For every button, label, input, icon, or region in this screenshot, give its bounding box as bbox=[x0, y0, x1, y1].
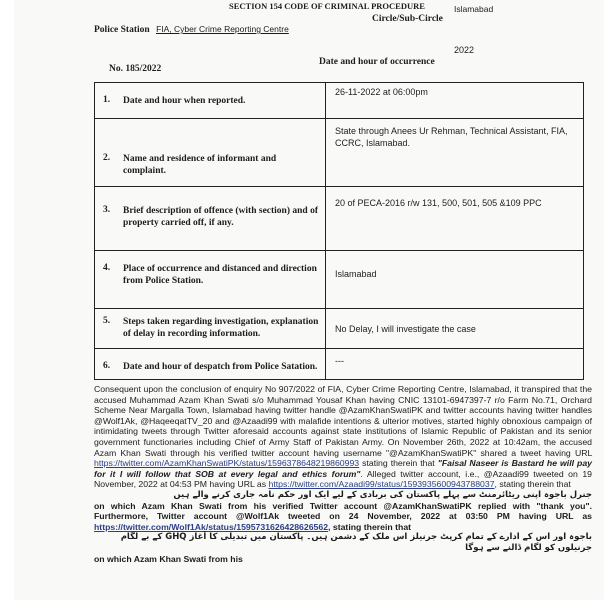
row-label: Date and hour when reported. bbox=[123, 96, 246, 106]
body-paragraph: on which Azam Khan Swati from his bbox=[94, 553, 243, 564]
police-station-value: FIA, Cyber Crime Reporting Centre bbox=[156, 24, 289, 34]
tweet-quote: "Faisal Naseer is Bastard he will pay for it I will follow that SOB at every legal and ethics forum" bbox=[94, 458, 592, 479]
row-label: Brief description of offence (with section) and of property carried off, if any. bbox=[123, 206, 318, 228]
body-text-segment: stating therein that bbox=[359, 458, 435, 469]
body-text-segment: on which Azam Khan Swati from his verified Twitter account @AzamKhanSwatiPK replied with "thank you". Furthermore, Twitter account @Wolf1Ak tweeted on 24 November, 2022 at 03:50 PM having URL as bbox=[94, 500, 592, 522]
section-title: SECTION 154 CODE OF CRIMINAL PROCEDURE bbox=[229, 1, 425, 11]
fir-details-table bbox=[94, 82, 584, 380]
row-label: Date and hour of despatch from Police Satation. bbox=[123, 362, 318, 372]
row-value: --- bbox=[335, 356, 344, 366]
body-text-segment: . Alleged twitter account, i.e., @Azaadi99 tweeted on 19 November, 2022 at 04:53 PM having URL as bbox=[94, 468, 592, 490]
urdu-tweet-text: جنرل باجوہ اپنی ریٹائرمنٹ سے پہلے پاکستان کی بربادی کے لیے ایک اور حکم نامہ جاری کرنے والے ہیں bbox=[173, 489, 592, 500]
row-number: 6. bbox=[103, 361, 111, 371]
fir-body-text bbox=[94, 384, 592, 564]
row-value: State through Anees Ur Rehman, Technical Assistant, FIA, CCRC, Islamabad. bbox=[335, 126, 568, 148]
row-number: 2. bbox=[103, 153, 111, 163]
row-value: No Delay, I will investigate the case bbox=[335, 324, 476, 334]
circle-value: Islamabad bbox=[454, 4, 494, 14]
body-paragraph bbox=[94, 501, 592, 533]
tweet-link[interactable]: https://twitter.com/Azaadi99/status/1593935600943788037 bbox=[268, 479, 495, 490]
police-station-label: Police Station FIA, Cyber Crime Reporting Centre bbox=[94, 24, 289, 35]
tweet-link[interactable]: https://twitter.com/AzamKhanSwatiPK/status/1596378648219860993 bbox=[94, 458, 360, 469]
body-paragraph bbox=[94, 384, 592, 490]
row-value: Islamabad bbox=[335, 269, 377, 279]
body-text-segment: , stating therein that bbox=[494, 479, 571, 490]
body-text-segment: Consequent upon the conclusion of enquiry No 907/2022 of FIA, Cyber Crime Reporting Centre, Islamabad, it transpired that the accused Muhammad Azam Khan Swati s/o Muhammad Yousaf Khan having CNIC 13101-6947397-7 r/o Farm No.71, Orchard Scheme Near Margalla Town, Islamabad having twitter handle @AzamKhanSwatiPK and twitter accounts having twitter handles @Wolf1Ak, @HaqeeqatTV_20 and @Azaadi99 with malafide intentions & ulterior motives, started highly obnoxious campaign of intimidating tweets through Twitter aforesaid accounts against state institutions of Islamic Republic of Pakistan and its senior government functionaries including Chief of Army Staff of Pakistan Army. On November 26th, 2022 at 10:42am, the accused Azam Khan Swati through his verified twitter account having username "@AzamKhanSwatiPK" shared a tweet having URL bbox=[94, 384, 592, 458]
row-number: 5. bbox=[103, 316, 111, 326]
row-number: 4. bbox=[103, 263, 111, 273]
row-label: Name and residence of informant and complaint. bbox=[123, 154, 277, 176]
date-occurrence-label: Date and hour of occurrence bbox=[319, 57, 435, 67]
row-label: Place of occurrence and distanced and direction from Police Station. bbox=[123, 264, 317, 286]
row-label: Steps taken regarding investigation, explanation of delay in recording information. bbox=[123, 317, 319, 339]
date-occurrence-value: 2022 bbox=[454, 45, 475, 55]
urdu-tweet-text: باجوہ اور اس کے ادارے کے تمام کرپٹ جرنیلز اس ملک کے دشمن ہیں۔ پاکستان میں تبدیلی کا آغاز GHQ کے بے لگام جرنیلوں کو لگام ڈالنے سے ہوگا bbox=[120, 532, 592, 553]
row-value: 20 of PECA-2016 r/w 131, 500, 501, 505 &109 PPC bbox=[335, 198, 542, 208]
row-number: 1. bbox=[103, 95, 111, 105]
row-number: 3. bbox=[103, 205, 111, 215]
body-text-segment: , stating therein that bbox=[328, 521, 412, 532]
tweet-link[interactable]: https://twitter.com/Wolf1Ak/status/1595731626428626562 bbox=[94, 521, 329, 532]
fir-number: No. 185/2022 bbox=[109, 64, 162, 74]
fir-document-page bbox=[14, 0, 604, 600]
row-value: 26-11-2022 at 06:00pm bbox=[335, 87, 428, 97]
circle-label: Circle/Sub-Circle bbox=[372, 14, 443, 24]
